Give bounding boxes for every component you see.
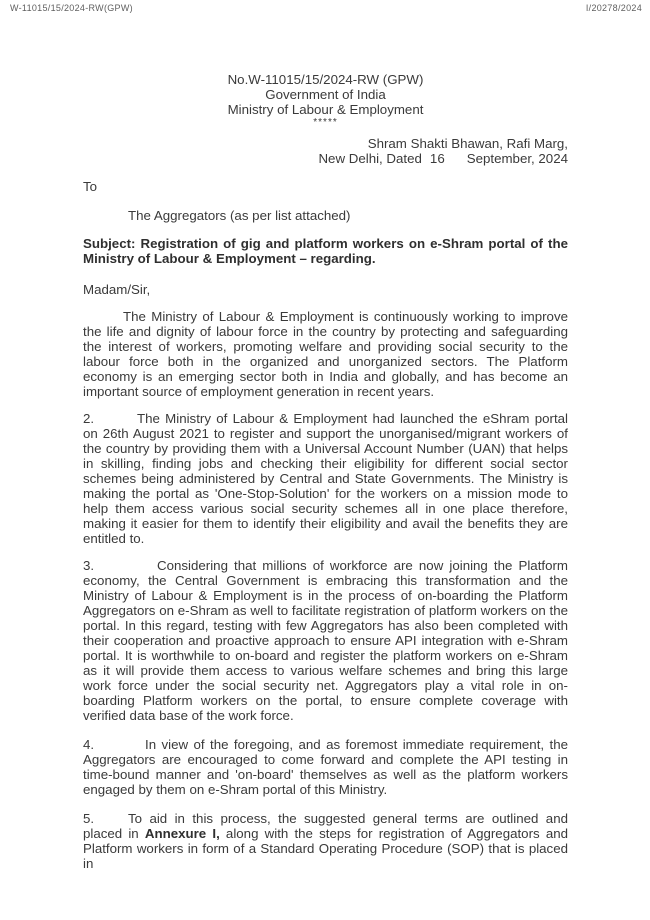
date-prefix: New Delhi, Dated bbox=[318, 151, 422, 166]
paragraph-5-text-before: To aid in this process, the suggested general terms are outlined and placed in bbox=[83, 811, 568, 841]
ministry-line: Ministry of Labour & Employment bbox=[227, 102, 424, 117]
paragraph-4 bbox=[83, 737, 568, 797]
letter-body bbox=[83, 72, 568, 871]
paragraph-5-number: 5. bbox=[83, 811, 95, 826]
government-line: Government of India bbox=[265, 87, 386, 102]
file-reference-right: I/20278/2024 bbox=[585, 3, 642, 13]
salutation: Madam/Sir, bbox=[83, 282, 151, 297]
address-block bbox=[83, 136, 568, 166]
annexure-reference: Annexure I, bbox=[144, 826, 220, 841]
date-line bbox=[83, 151, 568, 166]
paragraph-5-text-after: along with the steps for registration of Aggregators and Platform workers in form of a Standard Operating Procedure (SOP) that is placed in bbox=[83, 826, 568, 871]
paragraph-2 bbox=[83, 411, 568, 546]
file-reference-left: W-11015/15/2024-RW(GPW) bbox=[10, 3, 133, 13]
paragraph-1: The Ministry of Labour & Employment is continuously working to improve the life and dignity of labour force in the country by protecting and safeguarding the interest of workers, promoting welfare and providing social security to the labour force both in the organized and unorganized sectors. The Platform economy is an emerging sector both in India and globally, and has become an important source of employment generation in recent years. bbox=[83, 309, 568, 399]
paragraph-4-text: In view of the foregoing, and as foremost immediate requirement, the Aggregators are encouraged to come forward and complete the API testing in time-bound manner and 'on-board' themselves as well as the platform workers engaged by them on e-Shram portal of this Ministry. bbox=[83, 737, 568, 797]
to-label: To bbox=[83, 179, 98, 194]
paragraph-3-number: 3. bbox=[83, 558, 95, 573]
recipient-line: The Aggregators (as per list attached) bbox=[128, 208, 351, 223]
paragraph-2-number: 2. bbox=[83, 411, 95, 426]
date-suffix: September, 2024 bbox=[466, 151, 568, 166]
paragraph-3 bbox=[83, 558, 568, 723]
subject-line: Subject: Registration of gig and platform workers on e-Shram portal of the Ministry of Labour & Employment – regarding. bbox=[83, 236, 568, 266]
address-line: Shram Shakti Bhawan, Rafi Marg, bbox=[367, 136, 568, 151]
paragraph-4-number: 4. bbox=[83, 737, 95, 752]
paragraph-5 bbox=[83, 811, 568, 871]
date-day: 16 bbox=[429, 151, 445, 166]
separator-stars: ***** bbox=[313, 117, 338, 128]
paragraph-3-text: Considering that millions of workforce are now joining the Platform economy, the Central Government is embracing this transformation and the Ministry of Labour & Employment is in the process of on-boarding the Platform Aggregators on e-Shram as well to facilitate registration of platform workers on the portal. In this regard, testing with few Aggregators has also been completed with their cooperation and proactive approach to ensure API integration with e-Shram portal. It is worthwhile to on-board and register the platform workers on e-Shram as it will provide them access to various welfare schemes and bring this large work force under the social security net. Aggregators play a vital role in on-boarding Platform workers on the portal, to ensure complete coverage with verified data base of the work force. bbox=[83, 558, 568, 723]
paragraph-2-text: The Ministry of Labour & Employment had launched the eShram portal on 26th August 2021 to register and support the unorganised/migrant workers of the country by providing them with a Universal Account Number (UAN) that helps in skilling, finding jobs and checking their eligibility for different social sector schemes being administered by Central and State Governments. The Ministry is making the portal as 'One-Stop-Solution' for the workers on a mission mode to help them access various social security schemes all in one place therefore, making it easier for them to identify their eligibility and avail the benefits they are entitled to. bbox=[83, 411, 568, 546]
letter-number: No.W-11015/15/2024-RW (GPW) bbox=[227, 72, 424, 87]
